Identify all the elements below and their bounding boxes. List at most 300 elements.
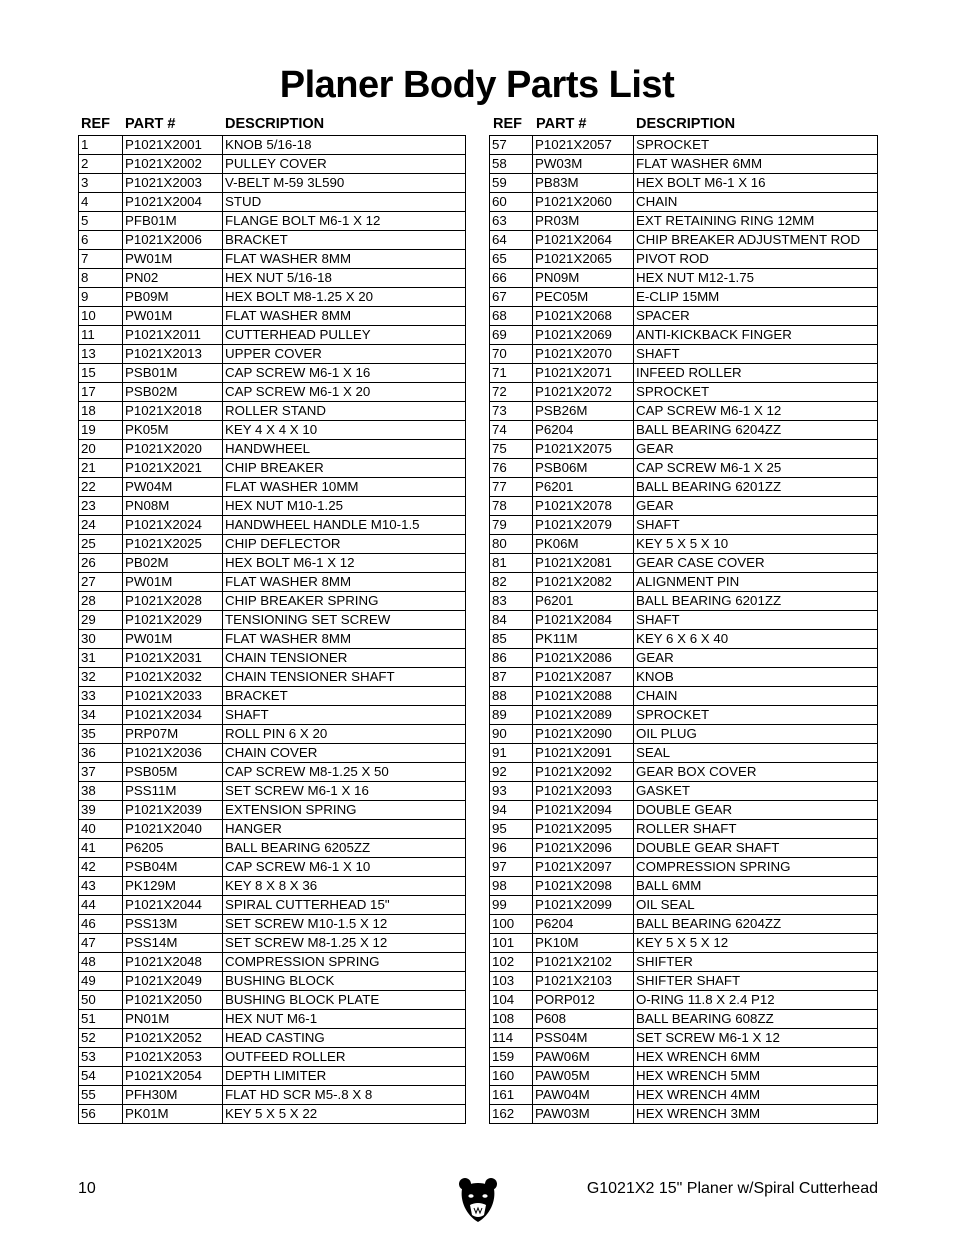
ref-cell: 5 [79,212,123,231]
part-number-cell: PN08M [123,497,223,516]
description-cell: SHAFT [634,611,878,630]
table-row [79,440,466,459]
part-number-cell: P1021X2103 [533,972,634,991]
table-row [490,421,878,440]
part-number-cell: PSS11M [123,782,223,801]
table-row [79,478,466,497]
part-number-cell: P1021X2082 [533,573,634,592]
description-cell: EXT RETAINING RING 12MM [634,212,878,231]
part-number-cell: P1021X2044 [123,896,223,915]
ref-header: REF [493,116,522,132]
description-cell: SHAFT [634,345,878,364]
table-row [490,459,878,478]
ref-cell: 76 [490,459,533,478]
ref-cell: 59 [490,174,533,193]
description-cell: SET SCREW M6-1 X 16 [223,782,466,801]
description-cell: GEAR [634,440,878,459]
table-row [79,896,466,915]
description-cell: GEAR BOX COVER [634,763,878,782]
table-row [79,858,466,877]
ref-header: REF [81,116,110,132]
part-number-cell: PN01M [123,1010,223,1029]
table-row [490,915,878,934]
description-cell: KNOB 5/16-18 [223,136,466,155]
description-cell: SPIRAL CUTTERHEAD 15" [223,896,466,915]
description-cell: HEX WRENCH 3MM [634,1105,878,1124]
description-cell: BALL BEARING 6201ZZ [634,478,878,497]
description-cell: SHAFT [634,516,878,535]
part-number-cell: P6205 [123,839,223,858]
description-cell: CUTTERHEAD PULLEY [223,326,466,345]
ref-cell: 88 [490,687,533,706]
ref-cell: 103 [490,972,533,991]
table-row [490,554,878,573]
description-cell: SET SCREW M10-1.5 X 12 [223,915,466,934]
table-row [490,877,878,896]
part-number-cell: P1021X2079 [533,516,634,535]
ref-cell: 81 [490,554,533,573]
description-cell: OIL SEAL [634,896,878,915]
description-cell: ROLLER SHAFT [634,820,878,839]
table-row [490,972,878,991]
description-cell: HEX NUT M12-1.75 [634,269,878,288]
ref-cell: 39 [79,801,123,820]
part-number-cell: PSS04M [533,1029,634,1048]
table-row [79,782,466,801]
ref-cell: 102 [490,953,533,972]
description-cell: CAP SCREW M6-1 X 12 [634,402,878,421]
description-cell: DOUBLE GEAR SHAFT [634,839,878,858]
ref-cell: 64 [490,231,533,250]
part-number-cell: P1021X2003 [123,174,223,193]
table-row [79,611,466,630]
table-row [79,193,466,212]
part-number-cell: P1021X2018 [123,402,223,421]
table-row [490,402,878,421]
description-cell: SHIFTER SHAFT [634,972,878,991]
part-number-cell: PR03M [533,212,634,231]
ref-cell: 48 [79,953,123,972]
part-number-cell: P1021X2057 [533,136,634,155]
description-cell: HEX WRENCH 6MM [634,1048,878,1067]
table-row [490,440,878,459]
description-cell: CHAIN TENSIONER [223,649,466,668]
description-cell: V-BELT M-59 3L590 [223,174,466,193]
description-cell: KEY 5 X 5 X 22 [223,1105,466,1124]
part-number-header: PART # [536,116,587,132]
ref-cell: 38 [79,782,123,801]
ref-cell: 73 [490,402,533,421]
description-cell: GEAR [634,649,878,668]
part-number-cell: PFB01M [123,212,223,231]
ref-cell: 25 [79,535,123,554]
part-number-cell: P1021X2031 [123,649,223,668]
part-number-cell: P1021X2020 [123,440,223,459]
ref-cell: 56 [79,1105,123,1124]
ref-cell: 87 [490,668,533,687]
ref-cell: 32 [79,668,123,687]
ref-cell: 68 [490,307,533,326]
ref-cell: 46 [79,915,123,934]
part-number-cell: PK11M [533,630,634,649]
part-number-cell: P1021X2040 [123,820,223,839]
ref-cell: 1 [79,136,123,155]
part-number-cell: PSS14M [123,934,223,953]
description-cell: FLAT WASHER 8MM [223,250,466,269]
table-row [490,630,878,649]
part-number-cell: P1021X2025 [123,535,223,554]
part-number-cell: P1021X2095 [533,820,634,839]
table-row [490,858,878,877]
table-row [79,744,466,763]
ref-cell: 70 [490,345,533,364]
description-cell: GASKET [634,782,878,801]
ref-cell: 114 [490,1029,533,1048]
ref-cell: 51 [79,1010,123,1029]
description-cell: HANDWHEEL HANDLE M10-1.5 [223,516,466,535]
part-number-header: PART # [125,116,176,132]
description-cell: CAP SCREW M8-1.25 X 50 [223,763,466,782]
table-row [490,478,878,497]
description-cell: KEY 5 X 5 X 10 [634,535,878,554]
part-number-cell: P1021X2004 [123,193,223,212]
table-row [79,630,466,649]
part-number-cell: P1021X2075 [533,440,634,459]
parts-table-left [78,135,466,1124]
table-row [79,155,466,174]
part-number-cell: P1021X2033 [123,687,223,706]
table-row [490,1029,878,1048]
part-number-cell: PEC05M [533,288,634,307]
ref-cell: 101 [490,934,533,953]
ref-cell: 79 [490,516,533,535]
table-row [79,820,466,839]
part-number-cell: P608 [533,1010,634,1029]
part-number-cell: P1021X2068 [533,307,634,326]
ref-cell: 6 [79,231,123,250]
table-row [490,820,878,839]
description-cell: CHAIN [634,687,878,706]
description-cell: HEX WRENCH 4MM [634,1086,878,1105]
ref-cell: 159 [490,1048,533,1067]
description-cell: PULLEY COVER [223,155,466,174]
ref-cell: 78 [490,497,533,516]
description-cell: HANGER [223,820,466,839]
table-row [490,649,878,668]
table-row [79,497,466,516]
table-row [79,212,466,231]
table-row [79,383,466,402]
part-number-cell: P1021X2078 [533,497,634,516]
table-row [79,649,466,668]
ref-cell: 33 [79,687,123,706]
description-cell: COMPRESSION SPRING [634,858,878,877]
part-number-cell: P1021X2069 [533,326,634,345]
ref-cell: 99 [490,896,533,915]
ref-cell: 13 [79,345,123,364]
ref-cell: 80 [490,535,533,554]
part-number-cell: P6204 [533,915,634,934]
description-cell: BRACKET [223,687,466,706]
part-number-cell: PSB04M [123,858,223,877]
part-number-cell: PAW06M [533,1048,634,1067]
table-row [490,307,878,326]
description-cell: FLANGE BOLT M6-1 X 12 [223,212,466,231]
table-row [79,421,466,440]
description-cell: SPROCKET [634,383,878,402]
table-row [490,763,878,782]
table-row [490,231,878,250]
ref-cell: 97 [490,858,533,877]
ref-cell: 20 [79,440,123,459]
part-number-cell: P1021X2064 [533,231,634,250]
table-row [490,212,878,231]
ref-cell: 65 [490,250,533,269]
part-number-cell: P1021X2072 [533,383,634,402]
table-row [79,535,466,554]
description-cell: SET SCREW M6-1 X 12 [634,1029,878,1048]
description-cell: PIVOT ROD [634,250,878,269]
ref-cell: 9 [79,288,123,307]
part-number-cell: P1021X2036 [123,744,223,763]
part-number-cell: P1021X2091 [533,744,634,763]
part-number-cell: P1021X2053 [123,1048,223,1067]
description-cell: KNOB [634,668,878,687]
table-row [490,668,878,687]
description-cell: CHIP BREAKER SPRING [223,592,466,611]
description-cell: CAP SCREW M6-1 X 20 [223,383,466,402]
table-row [79,269,466,288]
ref-cell: 28 [79,592,123,611]
ref-cell: 60 [490,193,533,212]
ref-cell: 8 [79,269,123,288]
part-number-cell: PN09M [533,269,634,288]
part-number-cell: P1021X2021 [123,459,223,478]
table-row [79,706,466,725]
table-row [490,782,878,801]
description-cell: CHIP BREAKER [223,459,466,478]
part-number-cell: PRP07M [123,725,223,744]
part-number-cell: PW01M [123,573,223,592]
ref-cell: 161 [490,1086,533,1105]
table-row [79,934,466,953]
ref-cell: 36 [79,744,123,763]
ref-cell: 15 [79,364,123,383]
part-number-cell: P1021X2028 [123,592,223,611]
ref-cell: 82 [490,573,533,592]
ref-cell: 96 [490,839,533,858]
table-row [490,706,878,725]
ref-cell: 34 [79,706,123,725]
ref-cell: 53 [79,1048,123,1067]
table-row [79,725,466,744]
table-row [79,250,466,269]
part-number-cell: P1021X2024 [123,516,223,535]
description-cell: CHAIN TENSIONER SHAFT [223,668,466,687]
description-cell: BUSHING BLOCK PLATE [223,991,466,1010]
ref-cell: 29 [79,611,123,630]
description-cell: E-CLIP 15MM [634,288,878,307]
description-cell: O-RING 11.8 X 2.4 P12 [634,991,878,1010]
description-cell: ROLL PIN 6 X 20 [223,725,466,744]
bear-head-logo-icon [458,1175,498,1223]
table-row [490,516,878,535]
table-row [490,687,878,706]
description-cell: TENSIONING SET SCREW [223,611,466,630]
ref-cell: 94 [490,801,533,820]
part-number-cell: P1021X2001 [123,136,223,155]
table-row [490,497,878,516]
part-number-cell: P1021X2098 [533,877,634,896]
part-number-cell: PN02 [123,269,223,288]
description-cell: BALL BEARING 6204ZZ [634,915,878,934]
description-cell: HEX BOLT M6-1 X 12 [223,554,466,573]
parts-table-right [489,135,878,1124]
table-row [79,877,466,896]
description-header: DESCRIPTION [225,116,325,132]
table-row [79,174,466,193]
table-row [79,345,466,364]
description-cell: UPPER COVER [223,345,466,364]
table-row [490,592,878,611]
description-cell: CAP SCREW M6-1 X 25 [634,459,878,478]
table-row [490,953,878,972]
table-row [79,1010,466,1029]
ref-cell: 18 [79,402,123,421]
part-number-cell: PSB02M [123,383,223,402]
part-number-cell: P1021X2048 [123,953,223,972]
ref-cell: 83 [490,592,533,611]
right-column-headers [489,114,877,134]
table-row [79,687,466,706]
table-row [490,839,878,858]
ref-cell: 63 [490,212,533,231]
part-number-cell: PB09M [123,288,223,307]
description-cell: KEY 8 X 8 X 36 [223,877,466,896]
ref-cell: 95 [490,820,533,839]
table-row [490,269,878,288]
description-cell: HEX BOLT M8-1.25 X 20 [223,288,466,307]
description-cell: CHIP BREAKER ADJUSTMENT ROD [634,231,878,250]
part-number-cell: PAW03M [533,1105,634,1124]
description-cell: STUD [223,193,466,212]
description-cell: INFEED ROLLER [634,364,878,383]
description-cell: CHAIN COVER [223,744,466,763]
table-row [490,383,878,402]
part-number-cell: PW01M [123,307,223,326]
table-row [79,459,466,478]
table-row [79,364,466,383]
table-row [490,801,878,820]
description-cell: HEX NUT M10-1.25 [223,497,466,516]
description-cell: SPACER [634,307,878,326]
table-row [79,1105,466,1124]
table-row [490,345,878,364]
ref-cell: 22 [79,478,123,497]
table-row [490,611,878,630]
table-row [79,554,466,573]
part-number-cell: PK01M [123,1105,223,1124]
part-number-cell: P1021X2086 [533,649,634,668]
part-number-cell: P6204 [533,421,634,440]
description-cell: DEPTH LIMITER [223,1067,466,1086]
description-cell: BALL BEARING 6201ZZ [634,592,878,611]
table-row [79,592,466,611]
description-cell: HEX NUT 5/16-18 [223,269,466,288]
description-header: DESCRIPTION [636,116,736,132]
description-cell: SEAL [634,744,878,763]
table-row [490,1010,878,1029]
description-cell: EXTENSION SPRING [223,801,466,820]
ref-cell: 72 [490,383,533,402]
part-number-cell: PSS13M [123,915,223,934]
description-cell: BALL BEARING 6204ZZ [634,421,878,440]
description-cell: KEY 4 X 4 X 10 [223,421,466,440]
description-cell: HEX NUT M6-1 [223,1010,466,1029]
part-number-cell: PAW05M [533,1067,634,1086]
table-row [79,1048,466,1067]
ref-cell: 11 [79,326,123,345]
table-row [490,535,878,554]
table-row [490,991,878,1010]
part-number-cell: P1021X2081 [533,554,634,573]
description-cell: BUSHING BLOCK [223,972,466,991]
description-cell: CHIP DEFLECTOR [223,535,466,554]
ref-cell: 35 [79,725,123,744]
table-row [490,934,878,953]
description-cell: KEY 6 X 6 X 40 [634,630,878,649]
description-cell: KEY 5 X 5 X 12 [634,934,878,953]
table-row [490,250,878,269]
description-cell: HANDWHEEL [223,440,466,459]
description-cell: ANTI-KICKBACK FINGER [634,326,878,345]
table-row [79,307,466,326]
part-number-cell: P1021X2093 [533,782,634,801]
left-column-headers [78,114,465,134]
ref-cell: 98 [490,877,533,896]
description-cell: DOUBLE GEAR [634,801,878,820]
table-row [490,193,878,212]
table-row [79,668,466,687]
table-row [79,1067,466,1086]
table-row [490,174,878,193]
part-number-cell: P1021X2088 [533,687,634,706]
ref-cell: 52 [79,1029,123,1048]
description-cell: GEAR CASE COVER [634,554,878,573]
table-row [79,402,466,421]
part-number-cell: PFH30M [123,1086,223,1105]
description-cell: SPROCKET [634,706,878,725]
ref-cell: 54 [79,1067,123,1086]
description-cell: FLAT WASHER 8MM [223,307,466,326]
part-number-cell: P1021X2029 [123,611,223,630]
description-cell: SHIFTER [634,953,878,972]
ref-cell: 162 [490,1105,533,1124]
table-row [490,896,878,915]
part-number-cell: PORP012 [533,991,634,1010]
table-row [490,1105,878,1124]
part-number-cell: P1021X2050 [123,991,223,1010]
ref-cell: 31 [79,649,123,668]
ref-cell: 21 [79,459,123,478]
part-number-cell: PSB26M [533,402,634,421]
part-number-cell: P1021X2099 [533,896,634,915]
ref-cell: 30 [79,630,123,649]
ref-cell: 49 [79,972,123,991]
description-cell: SET SCREW M8-1.25 X 12 [223,934,466,953]
part-number-cell: P1021X2096 [533,839,634,858]
part-number-cell: PB02M [123,554,223,573]
